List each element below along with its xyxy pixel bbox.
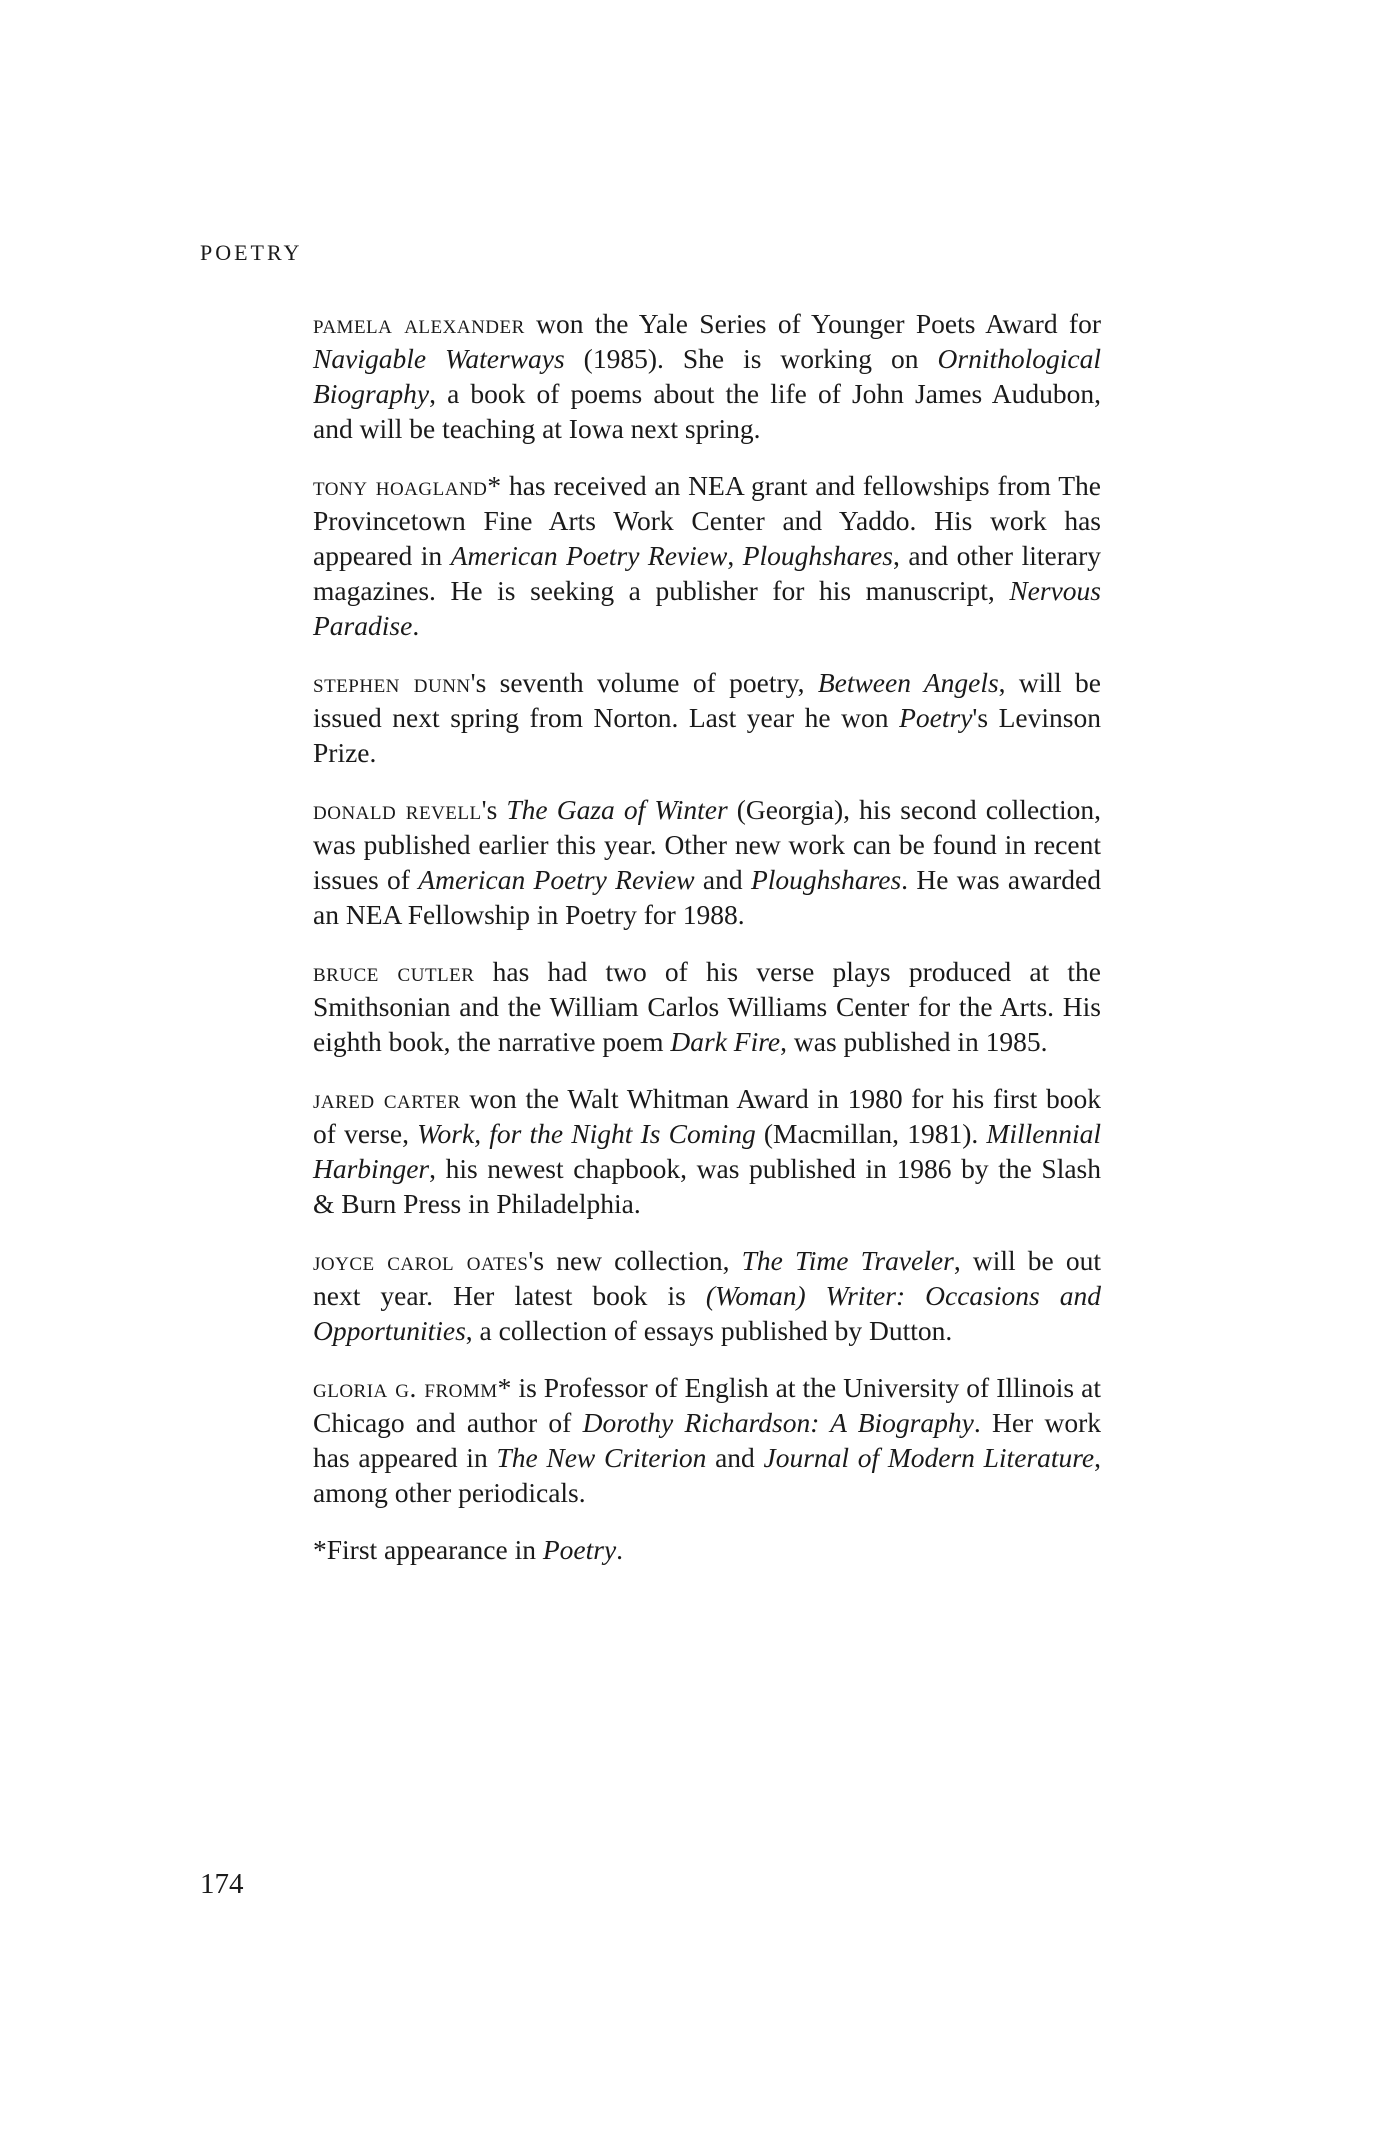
contributor-name: bruce cutler	[313, 956, 475, 987]
contributor-name: stephen dunn	[313, 667, 471, 698]
running-head: POETRY	[200, 240, 303, 265]
contributor-entry: bruce cutler has had two of his verse plays produced at the Smithsonian and the William Carlos Williams Center for the Arts. His eighth book, the narrative poem Dark Fire, was published in 1985.	[313, 956, 1101, 1057]
contributor-name: joyce carol oates	[313, 1245, 529, 1276]
contributor-entry: donald revell's The Gaza of Winter (Georgia), his second collection, was published earlier this year. Other new work can be found in recent issues of American Poetry Review and Ploughshares. He was awarded an NEA Fellowship in Poetry for 1988.	[313, 794, 1102, 930]
contributor-name: tony hoagland	[313, 470, 488, 501]
contributor-name: donald revell	[313, 794, 482, 825]
contributor-entry: tony hoagland* has received an NEA grant and fellowships from The Provincetown Fine Arts Work Center and Yaddo. His work has appeared in American Poetry Review, Ploughshares, and other literary magazines. He is seeking a publisher for his manuscript, Nervous Paradise.	[313, 470, 1102, 641]
contributor-entry: jared carter won the Walt Whitman Award in 1980 for his first book of verse, Work, for the Night Is Coming (Macmillan, 1981). Millennial Harbinger, his newest chapbook, was published in 1986 by the Slash & Burn Press in Philadelphia.	[313, 1083, 1101, 1219]
contributor-name: pamela alexander	[313, 308, 525, 339]
contributor-name: gloria g. fromm	[313, 1372, 498, 1403]
contributor-entry: pamela alexander won the Yale Series of Younger Poets Award for Navigable Waterways (1985). She is working on Ornithological Biography, a book of poems about the life of John James Audubon, and will be teaching at Iowa next spring.	[313, 308, 1101, 444]
contributor-name: jared carter	[313, 1083, 461, 1114]
contributor-entry: gloria g. fromm* is Professor of English at the University of Illinois at Chicago and author of Dorothy Richardson: A Biography. Her work has appeared in The New Criterion and Journal of Modern Literature, among other periodicals.	[313, 1372, 1102, 1508]
contributors-list	[313, 306, 1101, 1567]
contributor-entry: stephen dunn's seventh volume of poetry, Between Angels, will be issued next spring from Norton. Last year he won Poetry's Levinson Prize.	[313, 667, 1101, 768]
footnote: *First appearance in Poetry.	[313, 1534, 624, 1565]
page-number: 174	[200, 1868, 244, 1900]
contributor-entry: joyce carol oates's new collection, The Time Traveler, will be out next year. Her latest book is (Woman) Writer: Occasions and Opportunities, a collection of essays published by Dutton.	[313, 1245, 1102, 1346]
